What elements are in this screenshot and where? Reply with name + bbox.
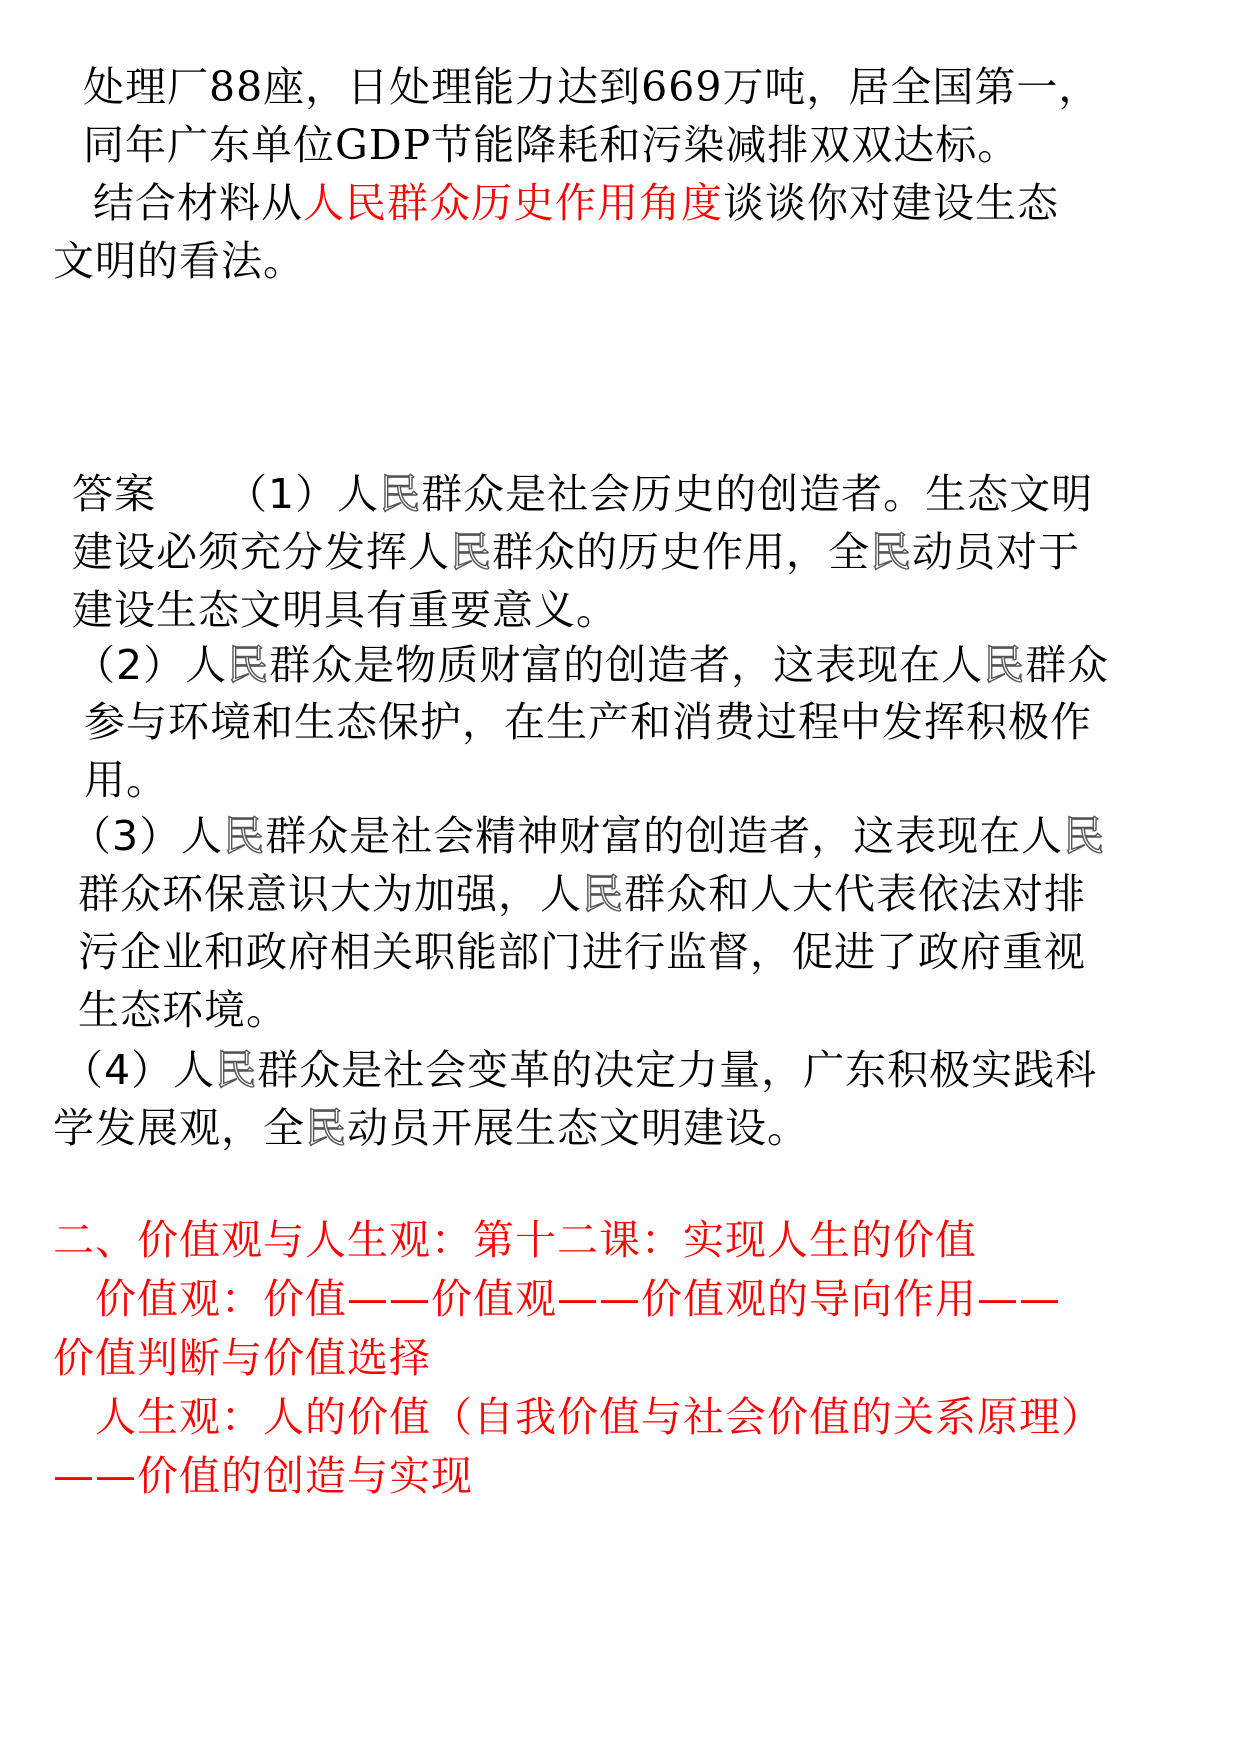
question-suffix: 谈谈你对建设生态 bbox=[723, 179, 1059, 227]
answer-p2-line-3: 用。 bbox=[84, 756, 168, 804]
answer-text: 动员开展生态文明建设。 bbox=[347, 1104, 809, 1152]
answer-p1-line-2 bbox=[72, 524, 1080, 580]
material-line-2: 同年广东单位GDP节能降耗和污染减排双双达标。 bbox=[83, 121, 1020, 169]
answer-text: 群众是物质财富的创造者，这表现在人 bbox=[269, 641, 984, 689]
outline-char: 民 bbox=[227, 641, 270, 689]
answer-text: （1）人 bbox=[226, 470, 380, 518]
outline-char: 民 bbox=[1063, 812, 1106, 860]
answer-p2-line-2: 参与环境和生态保护，在生产和消费过程中发挥积极作 bbox=[84, 698, 1092, 746]
outline-char: 民 bbox=[223, 812, 266, 860]
section2-values-line-2: 价值判断与价值选择 bbox=[53, 1334, 431, 1382]
answer-text: 动员对于 bbox=[912, 528, 1080, 576]
question-prefix: 结合材料从 bbox=[93, 179, 303, 227]
answer-text: 学发展观，全 bbox=[53, 1104, 305, 1152]
answer-label: 答案 bbox=[72, 470, 156, 518]
answer-text: 群众和人大代表依法对排 bbox=[624, 870, 1086, 918]
answer-p1-line-3: 建设生态文明具有重要意义。 bbox=[72, 586, 618, 634]
answer-text: 群众环保意识大为加强，人 bbox=[78, 870, 582, 918]
answer-p3-line-1 bbox=[70, 808, 1105, 864]
material-line-1: 处理厂88座，日处理能力达到669万吨，居全国第一， bbox=[83, 63, 1101, 111]
answer-text: （2）人 bbox=[74, 641, 228, 689]
section2-values-line-1: 价值观：价值——价值观——价值观的导向作用—— bbox=[95, 1275, 1061, 1323]
outline-char: 民 bbox=[582, 870, 624, 918]
outline-char: 民 bbox=[450, 528, 492, 576]
question-emphasis: 人民群众历史作用角度 bbox=[303, 179, 723, 227]
answer-text: 建设必须充分发挥人 bbox=[72, 528, 450, 576]
outline-char: 民 bbox=[983, 641, 1026, 689]
question-line-1 bbox=[93, 175, 1059, 231]
answer-p4-line-1 bbox=[62, 1042, 1097, 1098]
outline-char: 民 bbox=[305, 1104, 347, 1152]
answer-p1-line-1 bbox=[72, 466, 1093, 522]
answer-p3-line-2 bbox=[78, 866, 1086, 922]
outline-char: 民 bbox=[870, 528, 912, 576]
answer-text: 群众的历史作用，全 bbox=[492, 528, 870, 576]
section2-heading: 二、价值观与人生观：第十二课：实现人生的价值 bbox=[53, 1216, 977, 1264]
answer-p4-line-2 bbox=[53, 1100, 809, 1156]
answer-p2-line-1 bbox=[74, 637, 1109, 693]
answer-p3-line-4: 生态环境。 bbox=[78, 986, 288, 1034]
answer-text: （4）人 bbox=[62, 1046, 216, 1094]
answer-text: （3）人 bbox=[70, 812, 224, 860]
answer-text: 群众 bbox=[1025, 641, 1110, 689]
answer-text: 群众是社会历史的创造者。生态文明 bbox=[421, 470, 1094, 518]
question-line-2: 文明的看法。 bbox=[53, 237, 305, 285]
outline-char: 民 bbox=[379, 470, 422, 518]
section2-life-line-2: ——价值的创造与实现 bbox=[53, 1452, 473, 1500]
answer-text: 群众是社会精神财富的创造者，这表现在人 bbox=[265, 812, 1064, 860]
outline-char: 民 bbox=[215, 1046, 258, 1094]
section2-life-line-1: 人生观：人的价值（自我价值与社会价值的关系原理） bbox=[95, 1393, 1103, 1441]
answer-text: 群众是社会变革的决定力量，广东积极实践科 bbox=[257, 1046, 1098, 1094]
answer-p3-line-3: 污企业和政府相关职能部门进行监督，促进了政府重视 bbox=[78, 928, 1086, 976]
